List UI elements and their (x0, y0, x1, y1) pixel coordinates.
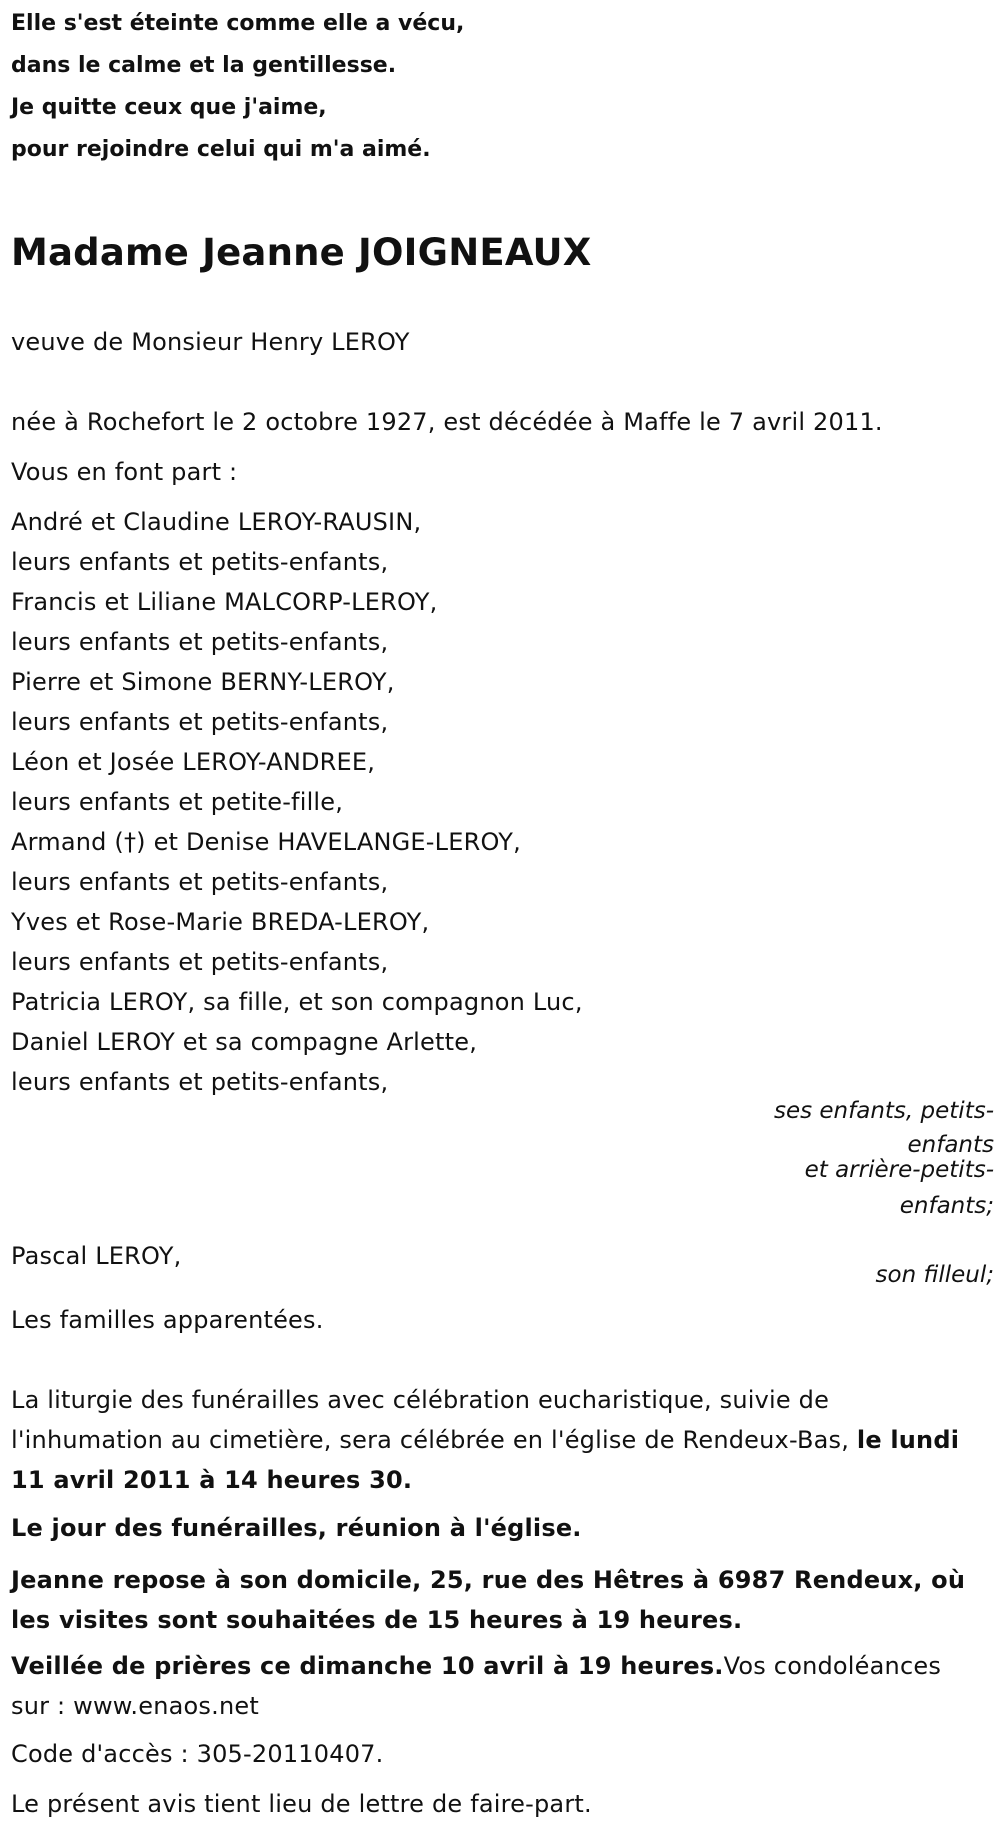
family-role-line-1: ses enfants, petits- (773, 1098, 994, 1124)
liturgy-date: le lundi 11 avril 2011 à 14 heures 30. (11, 1426, 960, 1494)
announce-line: Vous en font part : (11, 458, 238, 486)
meeting-line: Le jour des funérailles, réunion à l'église. (11, 1514, 582, 1542)
family-line: leurs enfants et petits-enfants, (11, 1068, 389, 1096)
family-line: Daniel LEROY et sa compagne Arlette, (11, 1028, 478, 1056)
poem-line-4: pour rejoindre celui qui m'a aimé. (11, 137, 431, 162)
poem-line-1: Elle s'est éteinte comme elle a vécu, (11, 11, 465, 36)
spouse-line: veuve de Monsieur Henry LEROY (11, 328, 410, 356)
rest-paragraph: Jeanne repose à son domicile, 25, rue des Hêtres à 6987 Rendeux, où les visites sont souhaitées de 15 heures à 19 heures. (11, 1566, 966, 1634)
liturgy-paragraph (11, 1380, 986, 1500)
family-line: Pierre et Simone BERNY-LEROY, (11, 668, 395, 696)
relatives-line: Les familles apparentées. (11, 1306, 324, 1334)
liturgy-text: La liturgie des funérailles avec célébration eucharistique, suivie de l'inhumation au cimetière, sera célébrée en l'église de Rendeux-Bas, (11, 1386, 857, 1454)
family-line: André et Claudine LEROY-RAUSIN, (11, 508, 422, 536)
family-line: leurs enfants et petits-enfants, (11, 868, 389, 896)
family-line: Armand (†) et Denise HAVELANGE-LEROY, (11, 828, 521, 856)
family-role-line-2: enfants (907, 1132, 994, 1158)
family-line: Yves et Rose-Marie BREDA-LEROY, (11, 908, 430, 936)
family-line: leurs enfants et petits-enfants, (11, 708, 389, 736)
vigil-paragraph (11, 1646, 986, 1726)
family-line: leurs enfants et petits-enfants, (11, 628, 389, 656)
family-line: Léon et Josée LEROY-ANDREE, (11, 748, 376, 776)
godson-role: son filleul; (875, 1262, 994, 1288)
family-role-line-4: enfants; (899, 1193, 994, 1219)
vigil-date: Veillée de prières ce dimanche 10 avril à 19 heures. (11, 1652, 724, 1680)
poem-line-3: Je quitte ceux que j'aime, (11, 95, 327, 120)
family-list (11, 502, 583, 1102)
family-line: Patricia LEROY, sa fille, et son compagnon Luc, (11, 988, 583, 1016)
family-line: Francis et Liliane MALCORP-LEROY, (11, 588, 438, 616)
godson-line: Pascal LEROY, (11, 1242, 182, 1270)
family-line: leurs enfants et petite-fille, (11, 788, 344, 816)
deceased-name: Madame Jeanne JOIGNEAUX (11, 231, 592, 274)
vigil-text: Vos condoléances sur : www.enaos.net (11, 1652, 942, 1720)
poem-line-2: dans le calme et la gentillesse. (11, 53, 397, 78)
access-code-line: Code d'accès : 305-20110407. (11, 1740, 384, 1768)
notice-line: Le présent avis tient lieu de lettre de faire-part. (11, 1790, 592, 1818)
family-line: leurs enfants et petits-enfants, (11, 548, 389, 576)
family-role-line-3: et arrière-petits- (804, 1157, 994, 1183)
family-line: leurs enfants et petits-enfants, (11, 948, 389, 976)
birth-death-line: née à Rochefort le 2 octobre 1927, est décédée à Maffe le 7 avril 2011. (11, 408, 883, 436)
